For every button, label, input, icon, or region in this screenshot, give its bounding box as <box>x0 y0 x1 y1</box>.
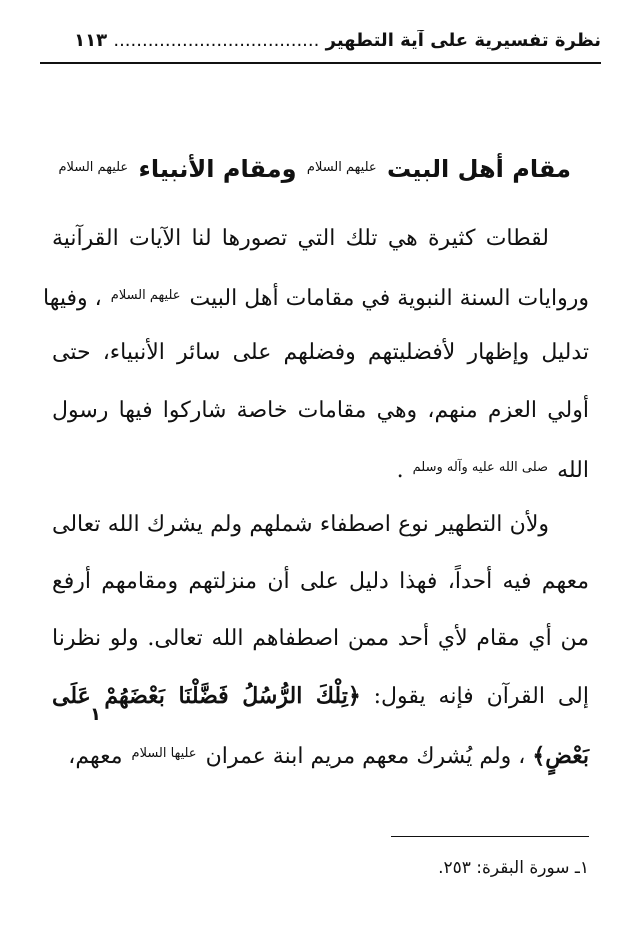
body-line-5 <box>52 439 589 496</box>
section-title-part-2: ومقام الأنبياء <box>138 155 297 183</box>
body-line-1-text: لقطات كثيرة هي تلك التي تصورها لنا الآيات القرآنية <box>52 226 549 251</box>
body-line-5-tail: . <box>396 457 404 483</box>
honorific-prophet: صلى الله عليه وآله وسلم <box>412 459 549 475</box>
running-header-title: نظرة تفسيرية على آية التطهير <box>325 30 601 51</box>
body-text <box>43 210 589 782</box>
honorific-ahl-al-bayt: عليهم السلام <box>306 160 377 175</box>
section-title-part-1: مقام أهل البيت <box>387 155 571 183</box>
body-line-3 <box>52 324 589 381</box>
header-rule <box>40 62 601 64</box>
body-line-3-text: تدليل وإظهار لأفضليتهم وفضلهم على سائر الأنبياء، حتى <box>52 340 589 366</box>
honorific-maryam: عليها السلام <box>131 745 197 761</box>
body-line-8 <box>52 610 589 667</box>
header-leader-dots: .................................... <box>113 30 320 51</box>
section-title <box>40 155 571 183</box>
running-header <box>40 30 601 60</box>
body-line-6 <box>52 496 589 553</box>
quran-verse-end: بَعْضٍ <box>545 742 589 769</box>
body-line-4-text: أولي العزم منهم، وهي مقامات خاصة شاركوا فيها رسول <box>52 397 589 423</box>
body-line-8-text: من أي مقام لأي أحد ممن اصطفاهم الله تعالى. ولو نظرنا <box>52 626 589 652</box>
footnote-reference-mark: ١ <box>90 703 101 725</box>
footnote: ١ـ سورة البقرة: ٢٥٣. <box>438 858 589 878</box>
body-line-9 <box>52 668 589 725</box>
body-line-2-text: وروايات السنة النبوية في مقامات أهل البيت <box>189 286 589 312</box>
body-line-2 <box>43 267 589 324</box>
honorific-prophets: عليهم السلام <box>58 160 129 175</box>
body-line-7 <box>52 553 589 610</box>
honorific-line-2: عليهم السلام <box>110 288 181 304</box>
quran-close-bracket: ﴾ <box>532 742 546 769</box>
body-line-2-tail: ، وفيها <box>43 286 102 312</box>
body-line-10-text: ، ولم يُشرك معهم مريم ابنة عمران <box>205 743 526 769</box>
body-line-10 <box>52 703 589 782</box>
body-line-6-text: ولأن التطهير نوع اصطفاء شملهم ولم يشرك الله تعالى <box>52 511 549 537</box>
body-line-10-tail: معهم، <box>68 743 123 769</box>
body-line-5-text: الله <box>557 457 589 483</box>
footnote-separator <box>391 836 589 837</box>
body-line-1 <box>52 210 589 267</box>
page-number: ١١٣ <box>74 30 108 51</box>
body-line-4 <box>52 382 589 439</box>
quran-verse: ﴿تِلْكَ الرُّسُلُ فَضَّلْنَا بَعْضَهُمْ عَلَى <box>52 682 361 709</box>
body-line-9-text: إلى القرآن فإنه يقول: <box>373 683 589 709</box>
body-line-7-text: معهم فيه أحداً، فهذا دليل على أن منزلتهم ومقامهم أرفع <box>52 569 589 595</box>
